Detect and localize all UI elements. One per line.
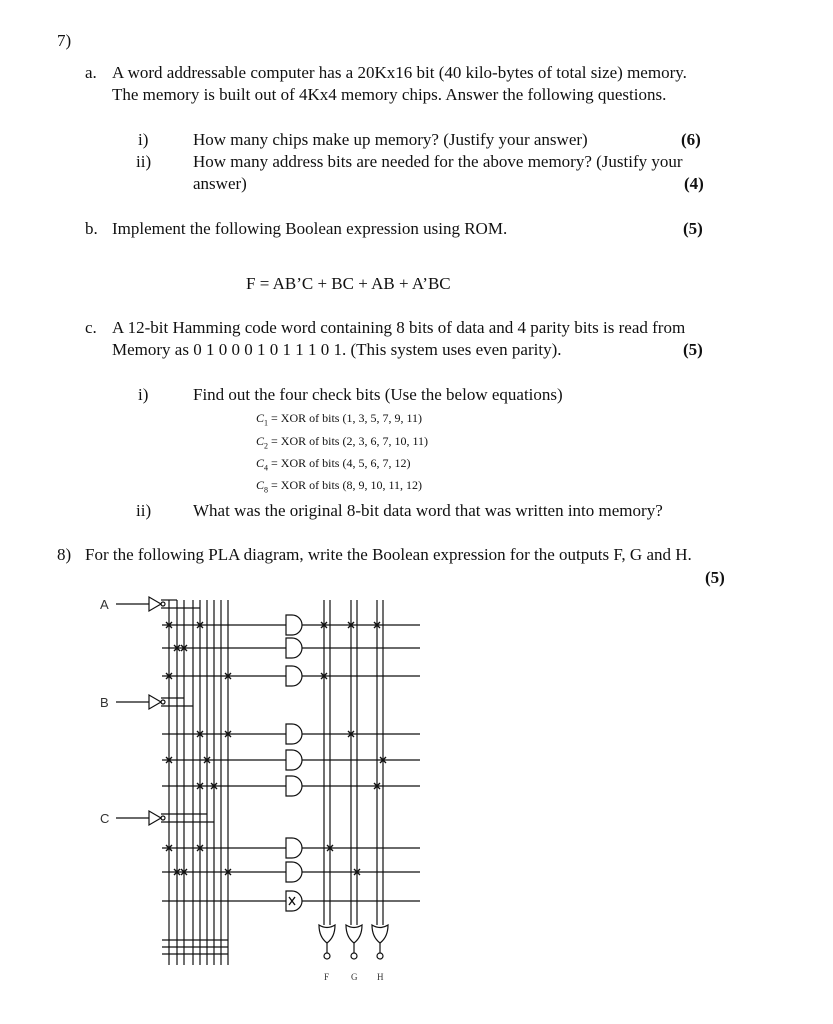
output-label-g: G <box>351 972 358 982</box>
part-b-text: Implement the following Boolean expression using ROM. <box>112 219 508 238</box>
and-output-lines <box>302 625 420 901</box>
or-gate-g <box>346 925 362 959</box>
part-a-i-label: i) <box>138 130 149 149</box>
part-c-ii-label: ii) <box>136 501 152 520</box>
part-a-ii-label: ii) <box>136 152 152 171</box>
input-label-c: C <box>100 811 110 826</box>
equation-c2: $C_2$ = XOR of bits (2, 3, 6, 7, 10, 11) <box>256 434 428 451</box>
part-a-line1: A word addressable computer has a 20Kx16 bit (40 kilo-bytes of total size) memory. <box>112 63 687 82</box>
literal-lines <box>169 600 228 965</box>
product-lines <box>162 625 286 901</box>
equation-c8: $C_8$ = XOR of bits (8, 9, 10, 11, 12) <box>256 478 422 495</box>
connection-marks <box>166 622 386 905</box>
part-a-ii-text1: How many address bits are needed for the above memory? (Justify your <box>193 152 683 171</box>
and-gates <box>286 615 302 911</box>
part-a-i-marks: (6) <box>681 130 701 149</box>
part-b-letter: b. <box>85 219 98 238</box>
question-8-marks: (5) <box>705 568 725 587</box>
output-label-h: H <box>377 972 384 982</box>
equation-c4: $C_4$ = XOR of bits (4, 5, 6, 7, 12) <box>256 456 411 473</box>
part-b-marks: (5) <box>683 219 703 238</box>
input-c-buffer <box>149 811 214 825</box>
part-a-letter: a. <box>85 63 97 82</box>
or-lines <box>324 600 383 925</box>
input-label-b: B <box>100 695 109 710</box>
part-c-line2: Memory as 0 1 0 0 0 1 0 1 1 1 0 1. (This system uses even parity). <box>112 340 562 359</box>
equation-c1: $C_1$ = XOR of bits (1, 3, 5, 7, 9, 11) <box>256 411 422 428</box>
part-a-line2: The memory is built out of 4Kx4 memory chips. Answer the following questions. <box>112 85 667 104</box>
part-a-ii-marks: (4) <box>684 174 704 193</box>
question-8-text: For the following PLA diagram, write the Boolean expression for the outputs F, G and H. <box>85 545 692 564</box>
or-gate-h <box>372 925 388 959</box>
part-a-i-text: How many chips make up memory? (Justify your answer) <box>193 130 588 149</box>
part-c-letter: c. <box>85 318 97 337</box>
question-8-number: 8) <box>57 545 72 564</box>
boolean-expression: F = AB’C + BC + AB + A’BC <box>246 274 451 293</box>
part-a-ii-text2: answer) <box>193 174 247 193</box>
part-c-line1: A 12-bit Hamming code word containing 8 bits of data and 4 parity bits is read from <box>112 318 686 337</box>
input-label-a: A <box>100 597 109 612</box>
part-c-i-label: i) <box>138 385 149 404</box>
part-c-marks: (5) <box>683 340 703 359</box>
output-label-f: F <box>324 972 330 982</box>
question-7-number: 7) <box>57 31 72 50</box>
part-c-ii-text: What was the original 8-bit data word that was written into memory? <box>193 501 663 520</box>
input-a-buffer <box>149 597 200 611</box>
input-b-buffer <box>149 695 193 709</box>
or-gate-f <box>319 925 335 959</box>
part-c-i-text: Find out the four check bits (Use the below equations) <box>193 385 563 404</box>
